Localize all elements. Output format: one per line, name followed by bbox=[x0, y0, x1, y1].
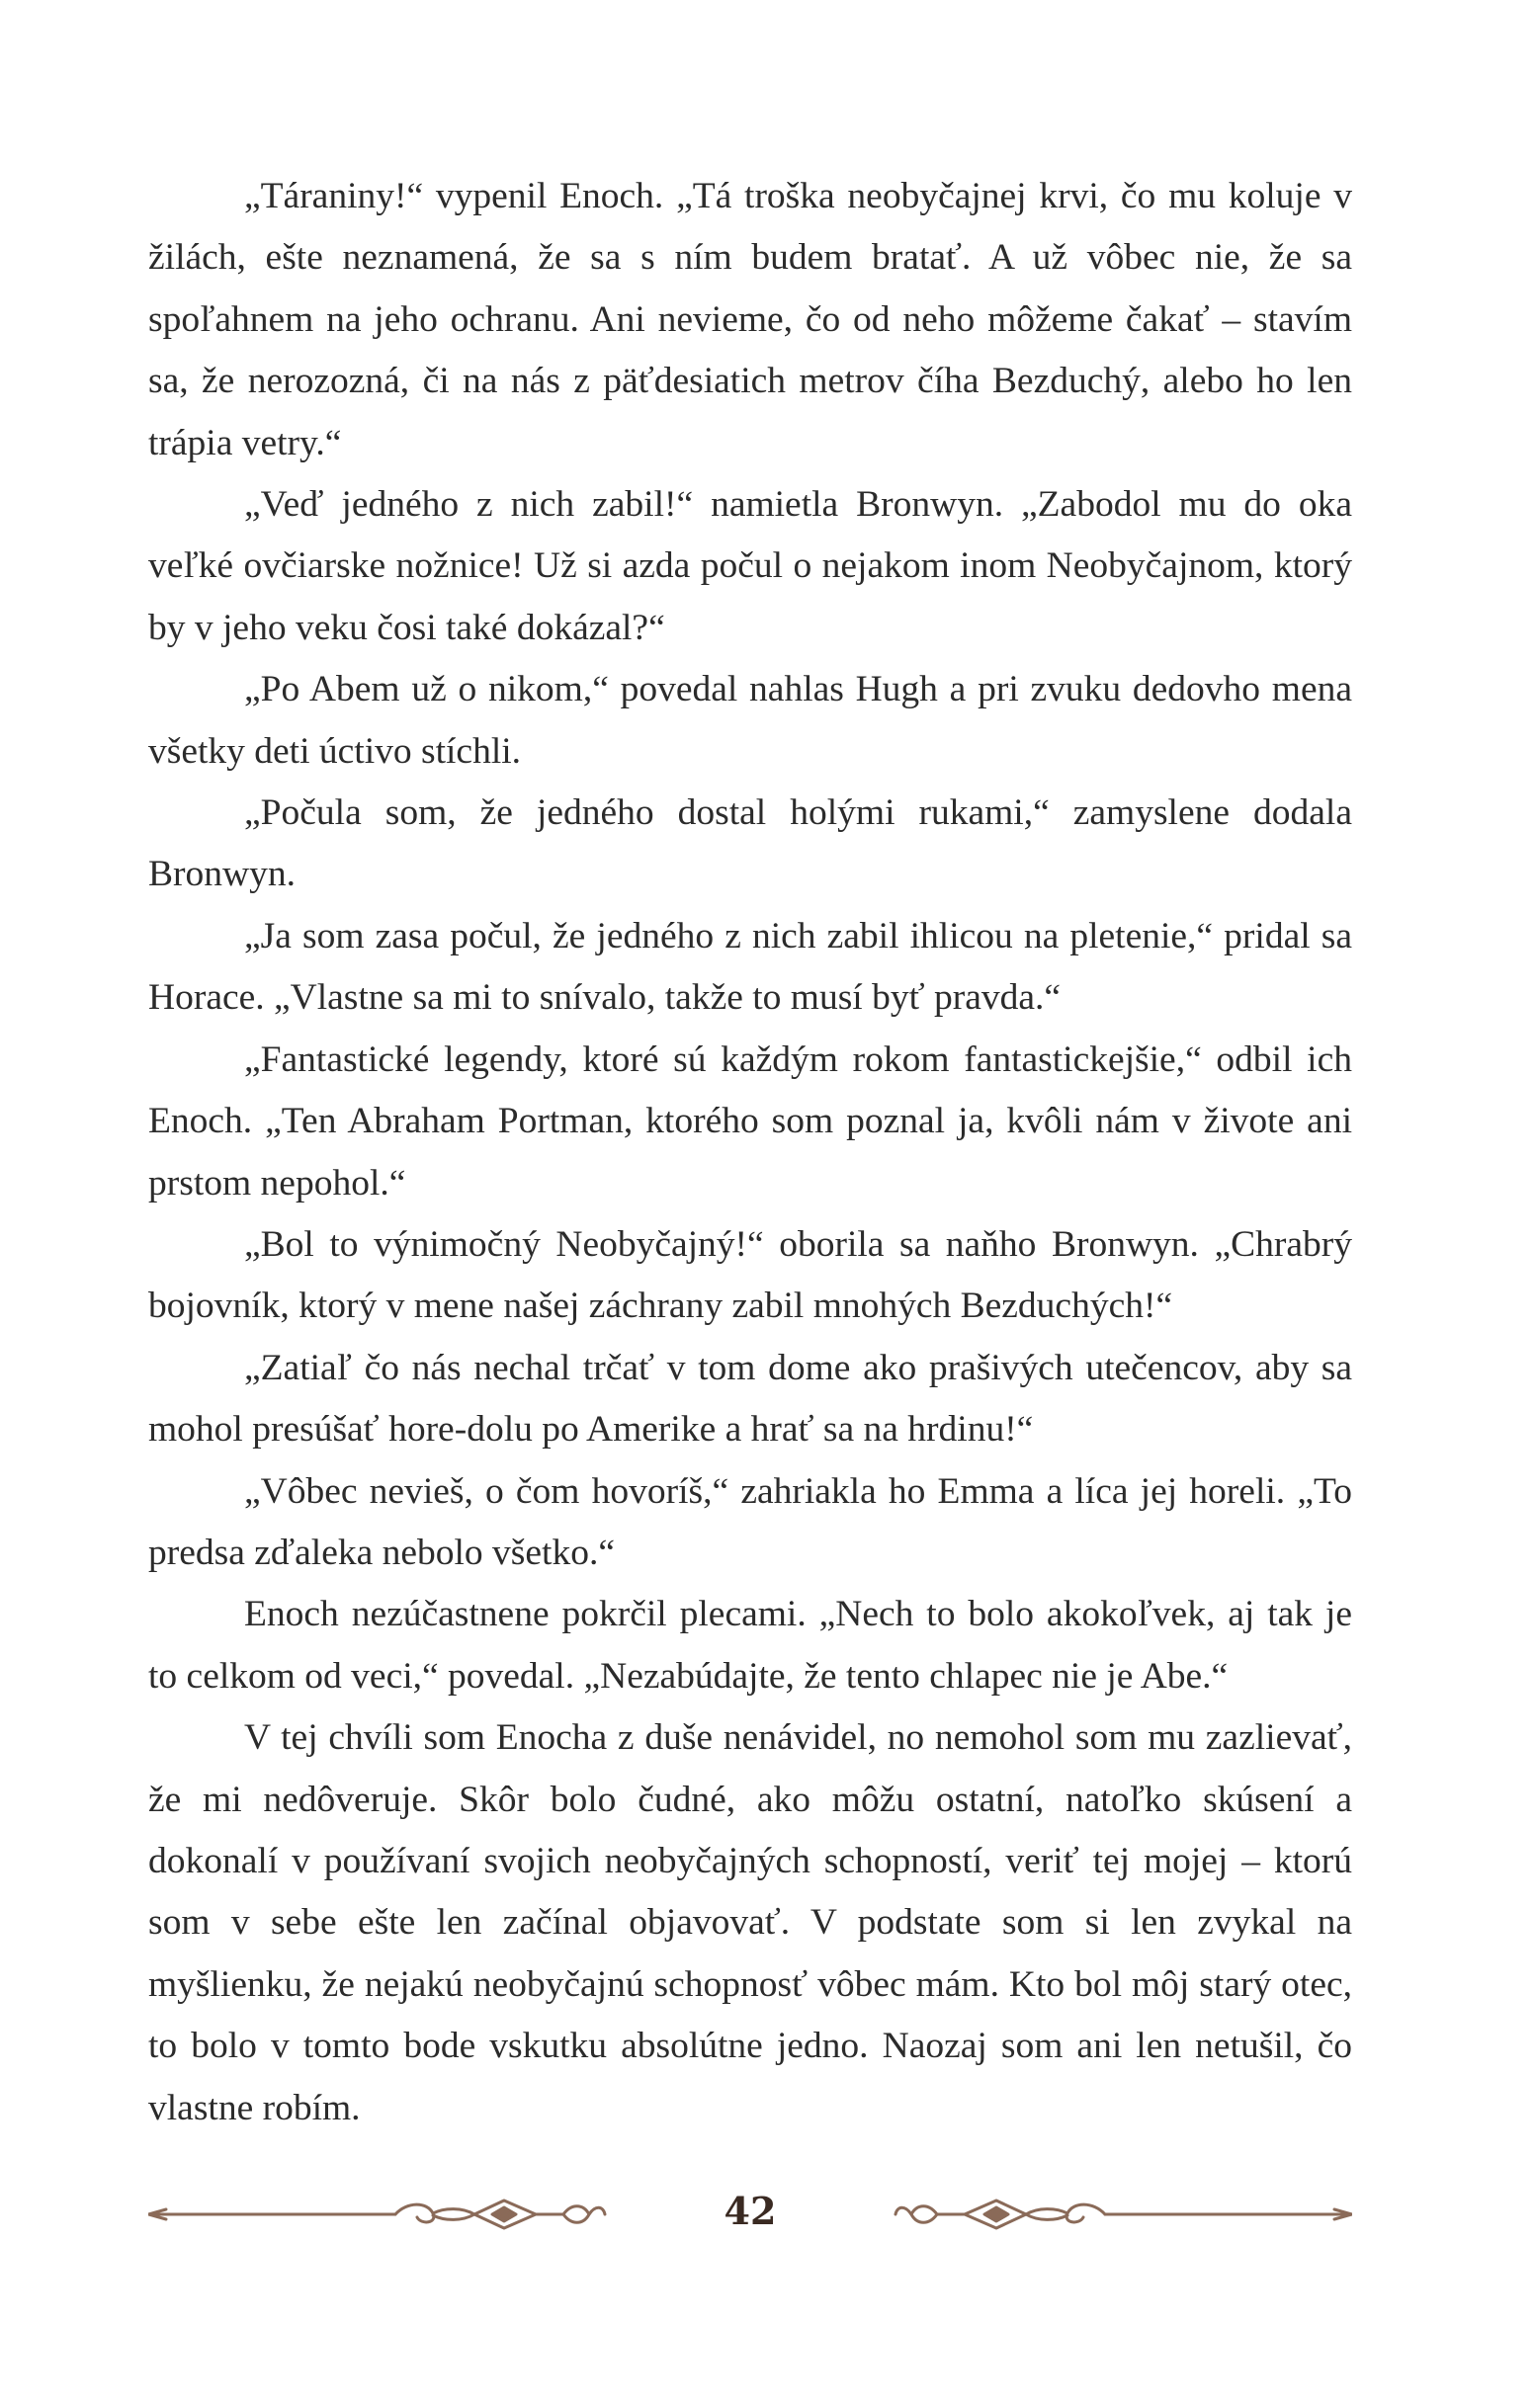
paragraph: „Fantastické legendy, ktoré sú každým rokom fantastickejšie,“ odbil ich Enoch. „Ten Abraham Portman, ktorého som poznal ja, kvôli nám v živote ani prstom nepohol.“ bbox=[148, 1038, 1352, 1204]
page-footer bbox=[148, 2184, 1352, 2243]
paragraph: „Zatiaľ čo nás nechal trčať v tom dome ako prašivých utečencov, aby sa mohol presúšať hore-dolu po Amerike a hrať sa na hrdinu!“ bbox=[148, 1347, 1352, 1451]
paragraph: „Vôbec nevieš, o čom hovoríš,“ zahriakla ho Emma a líca jej horeli. „To predsa zďaleka nebolo všetko.“ bbox=[148, 1470, 1352, 1573]
page-body bbox=[148, 166, 1352, 2139]
page-number: 42 bbox=[724, 2189, 777, 2233]
paragraph: „Táraniny!“ vypenil Enoch. „Tá troška neobyčajnej krvi, čo mu koluje v žilách, ešte neznamená, že sa s ním budem bratať. A už vôbec nie, že sa spoľahnem na jeho ochranu. Ani nevieme, čo od neho môžeme čakať – stavím sa, že nerozozná, či na nás z päťdesiatich metrov číha Bezduchý, alebo ho len trápia vetry.“ bbox=[148, 176, 1352, 463]
paragraph: „Počula som, že jedného dostal holými rukami,“ zamyslene dodala Bronwyn. bbox=[148, 792, 1352, 895]
paragraph: Enoch nezúčastnene pokrčil plecami. „Nech to bolo akokoľvek, aj tak je to celkom od veci,“ povedal. „Nezabúdajte, že tento chlapec nie je Abe.“ bbox=[148, 1594, 1352, 1697]
paragraph: „Veď jedného z nich zabil!“ namietla Bronwyn. „Zabodol mu do oka veľké ovčiarske nožnice! Už si azda počul o nejakom inom Neobyčajnom, ktorý by v jeho veku čosi také dokázal?“ bbox=[148, 484, 1352, 648]
paragraph: „Po Abem už o nikom,“ povedal nahlas Hugh a pri zvuku dedovho mena všetky deti úctivo stíchli. bbox=[148, 669, 1352, 772]
paragraph: „Ja som zasa počul, že jedného z nich zabil ihlicou na pletenie,“ pridal sa Horace. „Vlastne sa mi to snívalo, takže to musí byť pravda.“ bbox=[148, 915, 1352, 1019]
paragraph: „Bol to výnimočný Neobyčajný!“ oborila sa naňho Bronwyn. „Chrabrý bojovník, ktorý v mene našej záchrany zabil mnohých Bezduchých!“ bbox=[148, 1223, 1352, 1327]
paragraph: V tej chvíli som Enocha z duše nenávidel, no nemohol som mu zazlievať, že mi nedôveruje. Skôr bolo čudné, ako môžu ostatní, natoľko skúsení a dokonalí v používaní svojich neobyčajných schopností, veriť tej mojej – ktorú som v sebe ešte len začínal objavovať. V podstate som si len zvykal na myšlienku, že nejakú neobyčajnú schopnosť vôbec mám. Kto bol môj starý otec, to bolo v tomto bode vskutku absolútne jedno. Naozaj som ani len netušil, čo vlastne robím. bbox=[148, 1717, 1352, 2128]
